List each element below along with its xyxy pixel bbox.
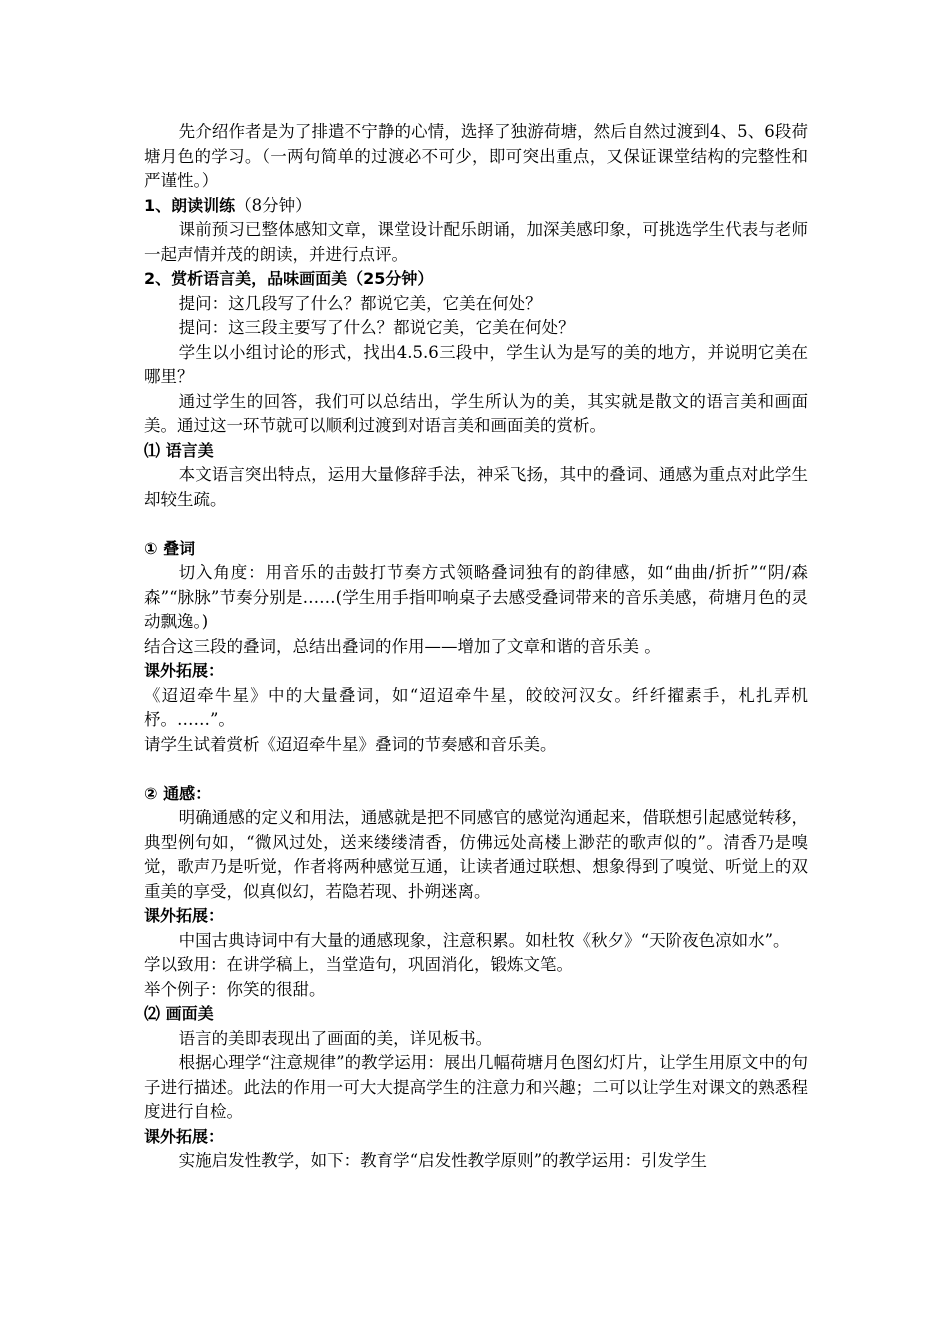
body-paragraph: 中国古典诗词中有大量的通感现象，注意积累。如杜牧《秋夕》“天阶夜色凉如水”。 — [178, 930, 790, 950]
heading-text: 课外拓展： — [144, 906, 225, 925]
section-heading — [144, 537, 808, 562]
heading-text: 课外拓展： — [144, 661, 225, 680]
heading-text: ① 叠词 — [144, 538, 196, 558]
section-heading — [144, 267, 808, 292]
body-paragraph: 结合这三段的叠词，总结出叠词的作用——增加了文章和谐的音乐美 。 — [144, 636, 661, 656]
section-heading — [144, 782, 808, 807]
body-paragraph: 先介绍作者是为了排遣不宁静的心情，选择了独游荷塘，然后自然过渡到4、5、6段荷塘月色的学习。（一两句简单的过渡必不可少，即可突出重点，又保证课堂结构的完整性和严谨性。） — [144, 122, 808, 190]
body-paragraph: 提问：这三段主要写了什么？都说它美，它美在何处？ — [178, 318, 575, 337]
body-paragraph: 切入角度：用音乐的击鼓打节奏方式领略叠词独有的韵律感，如“曲曲/折折”“阴/森森”“脉脉”节奏分别是……(学生用手指叩响桌子去感受叠词带来的音乐美感，荷塘月色的灵动飘逸。) — [144, 563, 808, 631]
heading-text: 1、朗读训练 — [144, 195, 236, 215]
body-paragraph: 明确通感的定义和用法，通感就是把不同感官的感觉沟通起来，借联想引起感觉转移，典型例句如，“微风过处，送来缕缕清香，仿佛远处高楼上渺茫的歌声似的”。清香乃是嗅觉，歌声乃是听觉，作者将两种感觉互通，让读者通过联想、想象得到了嗅觉、听觉上的双重美的享受，似真似幻，若隐若现、扑朔迷离。 — [144, 808, 808, 901]
body-paragraph: 课前预习已整体感知文章，课堂设计配乐朗诵，加深美感印象，可挑选学生代表与老师一起声情并茂的朗读，并进行点评。 — [144, 220, 808, 264]
body-paragraph: 《迢迢牵牛星》中的大量叠词，如“迢迢牵牛星，皎皎河汉女。纤纤擢素手，札扎弄机杼。……”。 — [144, 685, 808, 729]
section-heading — [144, 1125, 808, 1150]
blank-line — [144, 757, 808, 782]
body-paragraph: 请学生试着赏析《迢迢牵牛星》叠词的节奏感和音乐美。 — [144, 734, 557, 754]
body-paragraph: 学生以小组讨论的形式，找出4.5.6三段中，学生认为是写的美的地方，并说明它美在哪里？ — [144, 342, 808, 386]
body-paragraph: 本文语言突出特点，运用大量修辞手法，神采飞扬，其中的叠词、通感为重点对此学生却较生疏。 — [144, 465, 808, 509]
heading-text: ⑵ 画面美 — [144, 1004, 214, 1023]
body-paragraph: 学以致用：在讲学稿上，当堂造句，巩固消化，锻炼文笔。 — [144, 955, 573, 974]
body-paragraph: 提问：这几段写了什么？都说它美，它美在何处？ — [178, 293, 542, 313]
section-heading — [144, 439, 808, 464]
blank-line — [144, 512, 808, 537]
body-paragraph: 语言的美即表现出了画面的美，详见板书。 — [178, 1028, 493, 1048]
document-page — [144, 120, 808, 1174]
heading-text: ⑴ 语言美 — [144, 440, 214, 460]
section-heading — [144, 194, 808, 219]
section-heading — [144, 659, 808, 684]
heading-text: ② 通感： — [144, 783, 212, 803]
heading-note: （8分钟） — [235, 195, 312, 215]
body-paragraph: 实施启发性教学，如下：教育学“启发性教学原则”的教学运用：引发学生 — [178, 1151, 708, 1170]
body-paragraph: 举个例子：你笑的很甜。 — [144, 979, 326, 999]
body-paragraph: 通过学生的回答，我们可以总结出，学生所认为的美，其实就是散文的语言美和画面美。通过这一环节就可以顺利过渡到对语言美和画面美的赏析。 — [144, 391, 808, 435]
heading-text: 2、赏析语言美，品味画面美（25分钟） — [144, 269, 434, 288]
section-heading — [144, 904, 808, 929]
heading-text: 课外拓展： — [144, 1126, 225, 1146]
section-heading — [144, 1002, 808, 1027]
body-paragraph: 根据心理学“注意规律”的教学运用：展出几幅荷塘月色图幻灯片，让学生用原文中的句子进行描述。此法的作用一可大大提高学生的注意力和兴趣；二可以让学生对课文的熟悉程度进行自检。 — [144, 1053, 808, 1121]
